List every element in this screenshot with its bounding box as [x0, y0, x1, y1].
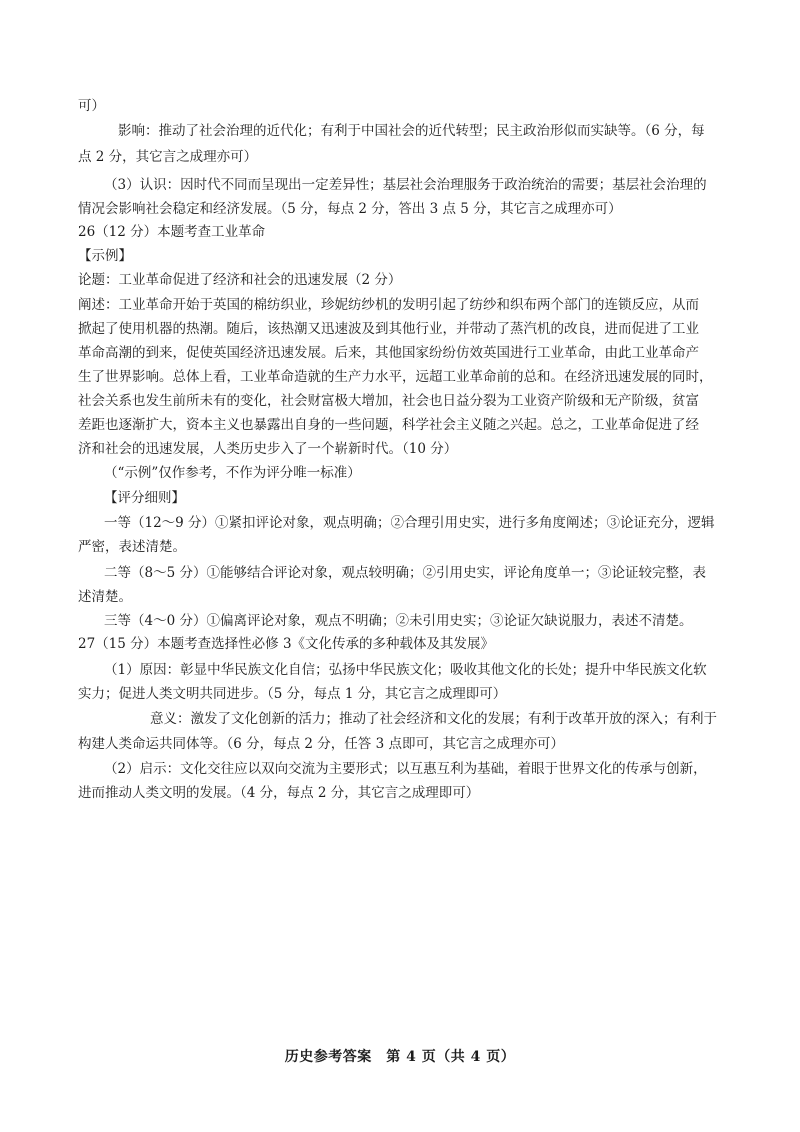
text-line: 革命高潮的到来，促使英国经济迅速发展。后来，其他国家纷纷仿效英国进行工业革命，由此工业革命产	[78, 345, 699, 361]
text-line: 情况会影响社会稳定和经济发展。（5 分，每点 2 分，答出 3 点 5 分，其它言之成理亦可）	[78, 201, 622, 217]
text-line: （1）原因：彰显中华民族文化自信；弘扬中华民族文化；吸收其他文化的长处；提升中华民族文化软	[104, 662, 707, 678]
text-line: 进而推动人类文明的发展。（4 分，每点 2 分，其它言之成理即可）	[78, 785, 480, 801]
text-line: 意义：激发了文化创新的活力；推动了社会经济和文化的发展；有利于改革开放的深入；有利于	[150, 711, 717, 727]
text-line: 掀起了使用机器的热潮。随后，该热潮又迅速波及到其他行业，并带动了蒸汽机的改良，进而促进了工业	[78, 321, 699, 337]
grade-line: 二等（8～5 分）①能够结合评论对象，观点较明确；②引用史实，评论角度单一；③论证较完整，表	[104, 565, 706, 581]
text-line: 生了世界影响。总体上看，工业革命造就的生产力水平，远超工业革命前的总和。在经济迅速发展的同时，	[78, 369, 713, 385]
question-heading: 26（12 分）本题考查工业革命	[78, 224, 266, 240]
question-heading: 27（15 分）本题考查选择性必修 3《文化传承的多种载体及其发展》	[78, 636, 495, 652]
grade-line: 三等（4～0 分）①偏离评论对象，观点不明确；②未引用史实；③论证欠缺说服力，表述不清楚。	[104, 613, 693, 629]
note-line: （“示例”仅作参考，不作为评分唯一标准）	[104, 465, 361, 481]
text-line: 差距也逐渐扩大，资本主义也暴露出自身的一些问题，科学社会主义随之兴起。总之，工业革命促进了经	[78, 417, 699, 433]
text-line: 述清楚。	[78, 589, 132, 605]
text-line: 论题：工业革命促进了经济和社会的迅速发展（2 分）	[78, 272, 402, 288]
section-heading: 【评分细则】	[104, 490, 185, 506]
grade-line: 一等（12～9 分）①紧扣评论对象，观点明确；②合理引用史实，进行多角度阐述；③论证充分，逻辑	[104, 515, 715, 531]
section-heading: 【示例】	[78, 248, 132, 264]
text-line: 可）	[78, 98, 105, 114]
text-line: 构建人类命运共同体等。（6 分，每点 2 分，任答 3 点即可，其它言之成理亦可）	[78, 736, 564, 752]
text-line: 社会关系也发生前所未有的变化，社会财富极大增加，社会也日益分裂为工业资产阶级和无产阶级，贫富	[78, 393, 699, 409]
text-line: 点 2 分，其它言之成理亦可）	[78, 149, 258, 165]
text-line: （3）认识：因时代不同而呈现出一定差异性；基层社会治理服务于政治统治的需要；基层社会治理的	[104, 177, 707, 193]
text-line: 严密，表述清楚。	[78, 539, 186, 555]
text-line: 济和社会的迅速发展，人类历史步入了一个崭新时代。（10 分）	[78, 441, 458, 457]
text-line: 影响：推动了社会治理的近代化；有利于中国社会的近代转型；民主政治形似而实缺等。（6 分，每	[118, 123, 705, 139]
page-footer: 历史参考答案 第 4 页（共 4 页）	[284, 1049, 516, 1065]
text-line: 阐述：工业革命开始于英国的棉纺织业，珍妮纺纱机的发明引起了纺纱和织布两个部门的连锁反应，从而	[78, 297, 699, 313]
text-line: （2）启示：文化交往应以双向交流为主要形式；以互惠互利为基础，着眼于世界文化的传承与创新，	[104, 761, 707, 777]
text-line: 实力；促进人类文明共同进步。（5 分，每点 1 分，其它言之成理即可）	[78, 686, 507, 702]
